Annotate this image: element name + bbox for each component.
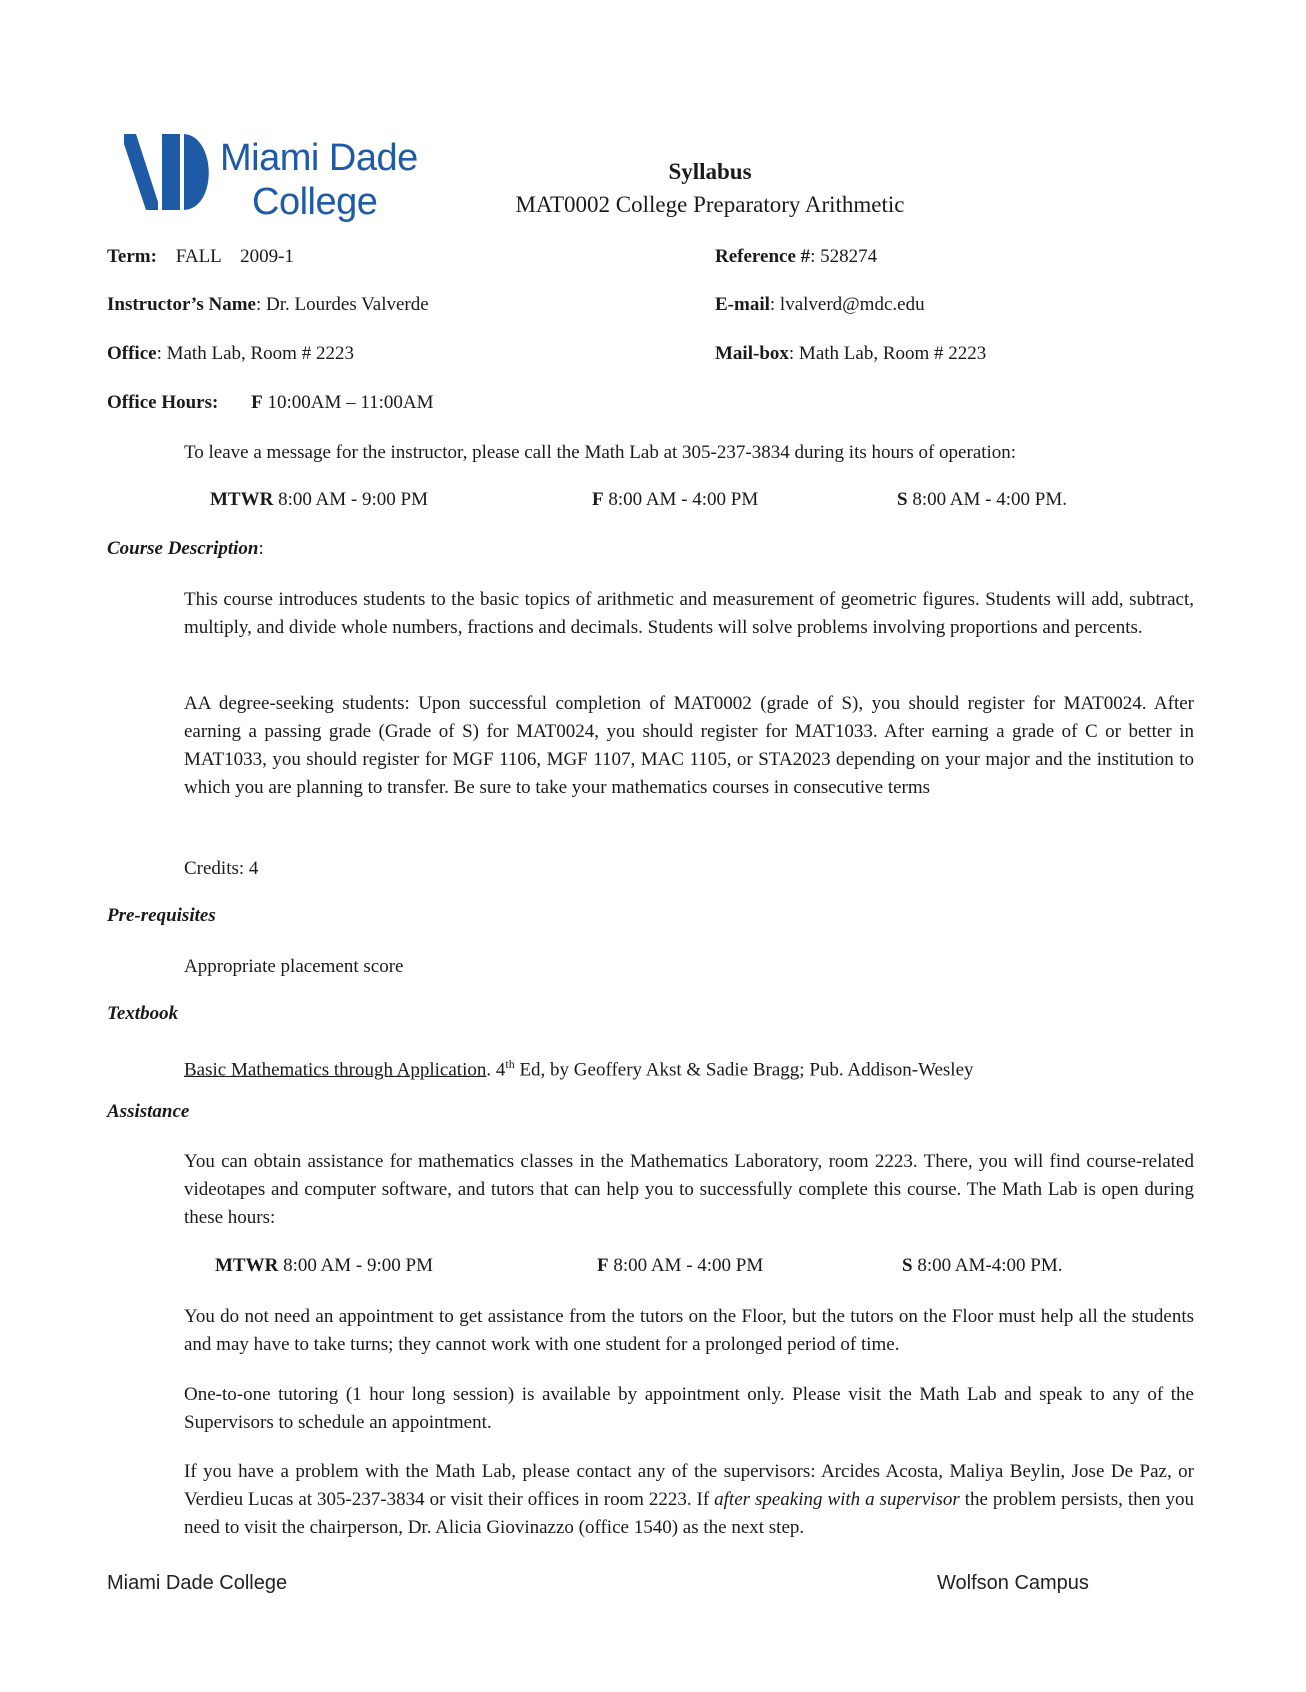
heading-colon: : (258, 538, 264, 559)
message-line: To leave a message for the instructor, please call the Math Lab at 305-237-3834 during its hours of operation: (184, 442, 1017, 463)
title-course: MAT0002 College Preparatory Arithmetic (515, 192, 905, 217)
hours-time: 8:00 AM - 4:00 PM. (907, 489, 1067, 510)
p4-emphasis: after speaking with a supervisor (714, 1489, 960, 1510)
term-value: FALL 2009-1 (175, 246, 294, 267)
credits-text: Credits: 4 (184, 858, 259, 879)
hours-cell-mtwr (210, 488, 428, 512)
hours-cell-s (902, 1254, 1063, 1278)
reference-value: : 528274 (810, 246, 878, 267)
email-label: E-mail (715, 294, 770, 315)
hours-cell-mtwr (215, 1254, 433, 1278)
hours-day: S (897, 489, 908, 510)
mailbox-label: Mail-box (715, 343, 789, 364)
edition-superscript: th (505, 1057, 515, 1071)
document-title (460, 156, 960, 222)
instructor-value: : Dr. Lourdes Valverde (255, 294, 429, 315)
instructor-label: Instructor’s Name (107, 294, 256, 315)
hours-time: 8:00 AM - 9:00 PM (278, 1255, 433, 1276)
degree-path-paragraph: AA degree-seeking students: Upon successful completion of MAT0002 (grade of S), you should register for MAT0024. After earning a passing grade (Grade of S) for MAT0024, you should register for MAT1033. After earning a grade of C or better in MAT1033, you should register for MGF 1106, MGF 1107, MAC 1105, or STA2023 depending on your major and the institution to which you are planning to transfer. Be sure to take your mathematics courses in consecutive terms (184, 693, 1194, 798)
reference-row (715, 245, 877, 269)
hours-cell-s (897, 488, 1067, 512)
hours-day: MTWR (215, 1255, 279, 1276)
mailbox-row (715, 342, 986, 366)
logo-wordmark (220, 136, 418, 224)
assistance-paragraph-2: You do not need an appointment to get assistance from the tutors on the Floor, but the tutors on the Floor must help all the students and may have to take turns; they cannot work with one student for a prolonged period of time. (184, 1306, 1194, 1355)
hours-time: 8:00 AM - 4:00 PM (603, 489, 759, 510)
term-label: Term: (107, 246, 157, 267)
hours-cell-f (592, 488, 758, 512)
hours-time: 8:00 AM - 9:00 PM (273, 489, 428, 510)
prerequisites-heading: Pre-requisites (107, 905, 216, 926)
textbook-authors: Ed, by Geoffery Akst & Sadie Bragg; Pub. Addison-Wesley (514, 1059, 974, 1081)
office-hours-value: 10:00AM – 11:00AM (262, 392, 434, 413)
assistance-paragraph-3: One-to-one tutoring (1 hour long session) is available by appointment only. Please visit the Math Lab and speak to any of the Supervisors to schedule an appointment. (184, 1384, 1194, 1433)
reference-label: Reference # (715, 246, 811, 267)
email-row (715, 293, 925, 317)
assistance-heading: Assistance (107, 1101, 190, 1122)
textbook-heading: Textbook (107, 1003, 179, 1024)
hours-time: 8:00 AM-4:00 PM. (912, 1255, 1063, 1276)
course-description-paragraph: This course introduces students to the basic topics of arithmetic and measurement of geometric figures. Students will add, subtract, multiply, and divide whole numbers, fractions and decimals. Students will solve problems involving proportions and percents. (184, 589, 1194, 638)
term-row (107, 245, 294, 269)
p4-part-b: the problem persists, then you need to visit the chairperson, Dr. Alicia Giovinazzo (office 1540) as the next step. (184, 1489, 1194, 1538)
office-label: Office (107, 343, 157, 364)
assistance-paragraph-4 (184, 1458, 1194, 1542)
hours-day: MTWR (210, 489, 274, 510)
logo-line-2: College (252, 181, 378, 223)
p4-part-a: If you have a problem with the Math Lab, please contact any of the supervisors: Arcides Acosta, Maliya Beylin, Jose De Paz, or Verdieu Lucas at 305-237-3834 or visit their offices in room 2223. If (184, 1461, 1194, 1510)
assistance-paragraph-1: You can obtain assistance for mathematics classes in the Mathematics Laboratory, room 2223. There, you will find course-related videotapes and computer software, and tutors that can help you to successfully complete this course. The Math Lab is open during these hours: (184, 1151, 1194, 1228)
heading-text: Course Description (107, 538, 259, 559)
email-value: : lvalverd@mdc.edu (769, 294, 925, 315)
prerequisites-text: Appropriate placement score (184, 956, 404, 977)
textbook-edition: . 4 (486, 1059, 506, 1081)
logo-mark-icon (124, 132, 220, 212)
footer-left: Miami Dade College (107, 1572, 288, 1594)
logo-line-1: Miami Dade (220, 137, 418, 179)
hours-time: 8:00 AM - 4:00 PM (608, 1255, 764, 1276)
course-description-heading (107, 538, 264, 560)
hours-day: S (902, 1255, 913, 1276)
title-main: Syllabus (668, 159, 752, 184)
instructor-row (107, 293, 429, 317)
textbook-citation (184, 1050, 1194, 1084)
office-hours-day: F (251, 392, 263, 413)
office-hours-row (107, 391, 434, 415)
textbook-title: Basic Mathematics through Application (184, 1059, 487, 1081)
office-hours-label: Office Hours: (107, 392, 219, 413)
mailbox-value: : Math Lab, Room # 2223 (788, 343, 987, 364)
office-row (107, 342, 354, 366)
college-logo (124, 132, 424, 222)
footer-right: Wolfson Campus (937, 1572, 1089, 1594)
hours-day: F (597, 1255, 609, 1276)
hours-cell-f (597, 1254, 763, 1278)
office-value: : Math Lab, Room # 2223 (156, 343, 354, 364)
hours-day: F (592, 489, 604, 510)
